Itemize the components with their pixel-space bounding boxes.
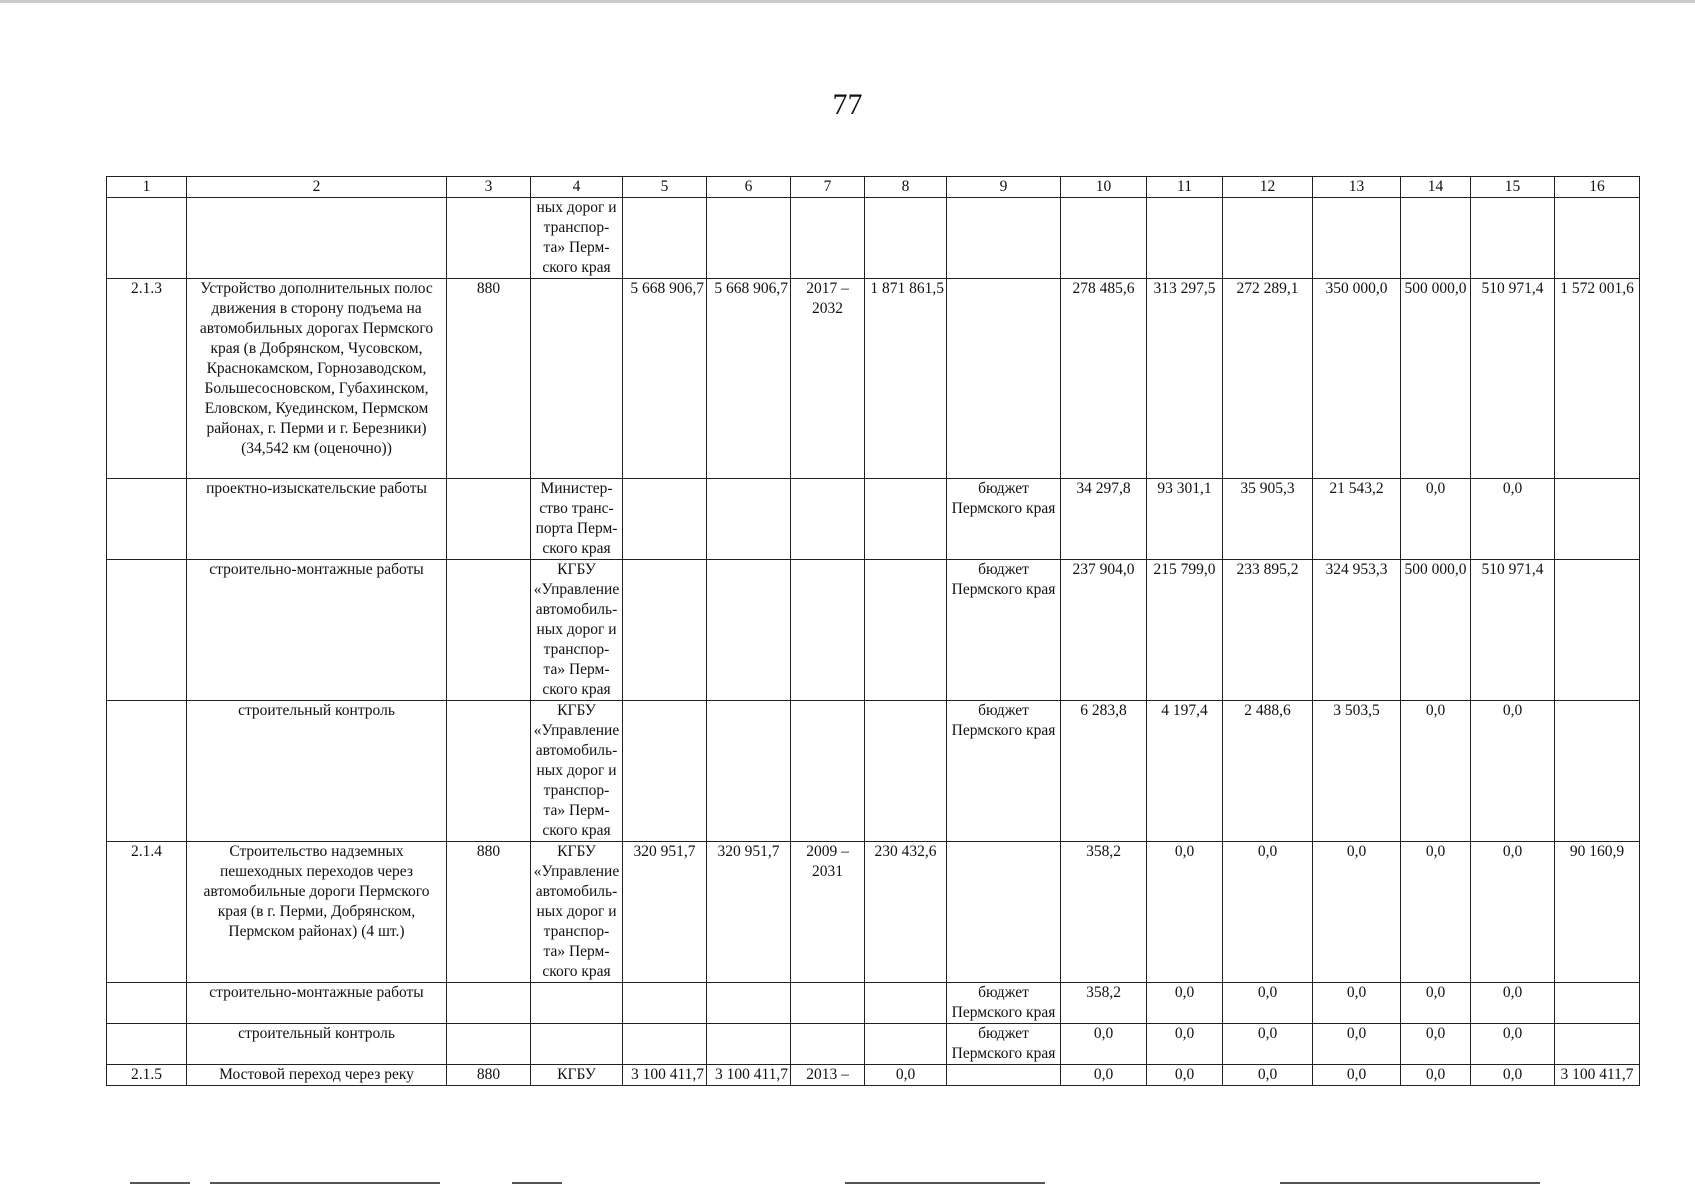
cell: 320 951,7 bbox=[623, 842, 707, 983]
cell: 34 297,8 bbox=[1061, 479, 1147, 560]
cell-period bbox=[791, 983, 865, 1024]
cell-executor: КГБУ «Управление автомобиль-ных дорог и транспор-та» Перм-ского края bbox=[531, 701, 623, 842]
cell bbox=[1061, 198, 1147, 279]
cell: 4 197,4 bbox=[1147, 701, 1223, 842]
cell-period: 2013 – bbox=[791, 1065, 865, 1086]
cell bbox=[1555, 198, 1640, 279]
table-row bbox=[107, 1065, 1640, 1086]
cell-name: строительный контроль bbox=[187, 1024, 447, 1065]
col-header: 1 bbox=[107, 177, 187, 198]
cell: 3 503,5 bbox=[1313, 701, 1401, 842]
cell: 0,0 bbox=[1313, 1065, 1401, 1086]
cell bbox=[623, 560, 707, 701]
cell: 272 289,1 bbox=[1223, 279, 1313, 479]
cell-num: 2.1.3 bbox=[107, 279, 187, 479]
col-header: 2 bbox=[187, 177, 447, 198]
cell-executor: КГБУ bbox=[531, 1065, 623, 1086]
cell: 0,0 bbox=[1061, 1065, 1147, 1086]
table-row bbox=[107, 279, 1640, 479]
cell-code: 880 bbox=[447, 279, 531, 479]
cell: 0,0 bbox=[1313, 1024, 1401, 1065]
cell: 1 572 001,6 bbox=[1555, 279, 1640, 479]
table-row bbox=[107, 1024, 1640, 1065]
cell bbox=[623, 479, 707, 560]
cell: 0,0 bbox=[1147, 983, 1223, 1024]
cell: 0,0 bbox=[1471, 479, 1555, 560]
cell: 5 668 906,7 bbox=[623, 279, 707, 479]
budget-table bbox=[106, 176, 1640, 1086]
cell: 278 485,6 bbox=[1061, 279, 1147, 479]
cell bbox=[865, 198, 947, 279]
cell-period bbox=[791, 701, 865, 842]
cell: 510 971,4 bbox=[1471, 560, 1555, 701]
cell bbox=[1401, 198, 1471, 279]
cell bbox=[623, 701, 707, 842]
cell: 2 488,6 bbox=[1223, 701, 1313, 842]
cell-executor bbox=[531, 1024, 623, 1065]
cell: 0,0 bbox=[1401, 1024, 1471, 1065]
cell bbox=[791, 198, 865, 279]
cell bbox=[947, 198, 1061, 279]
col-header: 6 bbox=[707, 177, 791, 198]
cell: 237 904,0 bbox=[1061, 560, 1147, 701]
footer-rule bbox=[1280, 1182, 1540, 1184]
table-row bbox=[107, 479, 1640, 560]
cell-num bbox=[107, 560, 187, 701]
cell-num bbox=[107, 479, 187, 560]
col-header: 9 bbox=[947, 177, 1061, 198]
cell: 35 905,3 bbox=[1223, 479, 1313, 560]
cell-name: строительно-монтажные работы bbox=[187, 560, 447, 701]
footer-rule bbox=[845, 1182, 1045, 1184]
cell: 215 799,0 bbox=[1147, 560, 1223, 701]
cell: 0,0 bbox=[1223, 842, 1313, 983]
cell bbox=[865, 560, 947, 701]
page-number: 77 bbox=[832, 88, 863, 121]
cell: 0,0 bbox=[1223, 983, 1313, 1024]
table-row bbox=[107, 560, 1640, 701]
cell: 233 895,2 bbox=[1223, 560, 1313, 701]
cell: 0,0 bbox=[1471, 1065, 1555, 1086]
cell: 510 971,4 bbox=[1471, 279, 1555, 479]
col-header: 8 bbox=[865, 177, 947, 198]
cell-num bbox=[107, 1024, 187, 1065]
cell-source bbox=[947, 279, 1061, 479]
cell-name: Строительство надземных пешеходных переходов через автомобильные дороги Пермского края (в г. Перми, Добрянском, Пермском районах) (4 шт.) bbox=[187, 842, 447, 983]
cell bbox=[865, 701, 947, 842]
cell-code: 880 bbox=[447, 842, 531, 983]
cell-period bbox=[791, 560, 865, 701]
cell bbox=[1147, 198, 1223, 279]
cell-code bbox=[447, 1024, 531, 1065]
cell bbox=[707, 701, 791, 842]
cell: 0,0 bbox=[1401, 1065, 1471, 1086]
table-row bbox=[107, 842, 1640, 983]
cell: 3 100 411,7 bbox=[623, 1065, 707, 1086]
cell-num bbox=[107, 198, 187, 279]
cell-num bbox=[107, 983, 187, 1024]
cell bbox=[1555, 560, 1640, 701]
cell: 500 000,0 bbox=[1401, 279, 1471, 479]
cell-source: бюджет Пермского края bbox=[947, 479, 1061, 560]
cell-name: Мостовой переход через реку bbox=[187, 1065, 447, 1086]
scan-edge bbox=[0, 0, 1695, 3]
col-header: 15 bbox=[1471, 177, 1555, 198]
cell: 0,0 bbox=[1061, 1024, 1147, 1065]
cell-executor: КГБУ «Управление автомобиль-ных дорог и транспор-та» Перм-ского края bbox=[531, 842, 623, 983]
cell: 313 297,5 bbox=[1147, 279, 1223, 479]
cell: 1 871 861,5 bbox=[865, 279, 947, 479]
cell-period bbox=[791, 479, 865, 560]
footer-rule bbox=[210, 1182, 440, 1184]
cell bbox=[707, 983, 791, 1024]
cell: 0,0 bbox=[1401, 479, 1471, 560]
cell: 0,0 bbox=[1147, 1065, 1223, 1086]
cell bbox=[623, 1024, 707, 1065]
cell: 0,0 bbox=[1471, 701, 1555, 842]
cell-source: бюджет Пермского края bbox=[947, 1024, 1061, 1065]
cell-period bbox=[791, 1024, 865, 1065]
cell: 324 953,3 bbox=[1313, 560, 1401, 701]
cell bbox=[1313, 198, 1401, 279]
cell: 5 668 906,7 bbox=[707, 279, 791, 479]
cell: 0,0 bbox=[1147, 842, 1223, 983]
cell: 0,0 bbox=[1313, 842, 1401, 983]
cell: 0,0 bbox=[865, 1065, 947, 1086]
cell-source bbox=[947, 1065, 1061, 1086]
cell bbox=[865, 1024, 947, 1065]
cell-name: Устройство дополнительных полос движения в сторону подъема на автомобильных дорогах Пермского края (в Добрянском, Чусовском, Краснокамском, Горнозаводском, Большесосновском, Губахинском, Еловском, Куединском, Пермском районах, г. Перми и г. Березники) (34,542 км (оценочно)) bbox=[187, 279, 447, 479]
cell-source: бюджет Пермского края bbox=[947, 983, 1061, 1024]
cell bbox=[865, 983, 947, 1024]
cell-executor bbox=[531, 279, 623, 479]
cell-executor bbox=[531, 983, 623, 1024]
cell bbox=[707, 198, 791, 279]
cell-source: бюджет Пермского края bbox=[947, 560, 1061, 701]
cell-source: бюджет Пермского края bbox=[947, 701, 1061, 842]
cell bbox=[1555, 479, 1640, 560]
cell bbox=[707, 560, 791, 701]
cell bbox=[1223, 198, 1313, 279]
cell-code bbox=[447, 198, 531, 279]
cell bbox=[707, 479, 791, 560]
cell: 6 283,8 bbox=[1061, 701, 1147, 842]
cell: 230 432,6 bbox=[865, 842, 947, 983]
cell-num: 2.1.5 bbox=[107, 1065, 187, 1086]
cell bbox=[865, 479, 947, 560]
cell: 0,0 bbox=[1401, 983, 1471, 1024]
cell: 3 100 411,7 bbox=[707, 1065, 791, 1086]
cell-source bbox=[947, 842, 1061, 983]
cell-name: проектно-изыскательские работы bbox=[187, 479, 447, 560]
cell: 350 000,0 bbox=[1313, 279, 1401, 479]
cell: 0,0 bbox=[1401, 701, 1471, 842]
table-row bbox=[107, 701, 1640, 842]
table-row bbox=[107, 198, 1640, 279]
col-header: 4 bbox=[531, 177, 623, 198]
cell: 21 543,2 bbox=[1313, 479, 1401, 560]
cell: 0,0 bbox=[1313, 983, 1401, 1024]
col-header: 13 bbox=[1313, 177, 1401, 198]
cell-executor: КГБУ «Управление автомобиль-ных дорог и транспор-та» Перм-ского края bbox=[531, 560, 623, 701]
cell: 500 000,0 bbox=[1401, 560, 1471, 701]
cell-name: строительно-монтажные работы bbox=[187, 983, 447, 1024]
cell bbox=[1555, 1024, 1640, 1065]
cell bbox=[1555, 983, 1640, 1024]
cell bbox=[623, 983, 707, 1024]
cell-name: строительный контроль bbox=[187, 701, 447, 842]
cell-executor: Министер-ство транс-порта Перм-ского края bbox=[531, 479, 623, 560]
cell-executor: ных дорог и транспор-та» Перм-ского края bbox=[531, 198, 623, 279]
cell bbox=[1471, 198, 1555, 279]
table-row bbox=[107, 983, 1640, 1024]
cell: 93 301,1 bbox=[1147, 479, 1223, 560]
column-number-row bbox=[107, 177, 1640, 198]
col-header: 5 bbox=[623, 177, 707, 198]
cell bbox=[707, 1024, 791, 1065]
cell: 0,0 bbox=[1401, 842, 1471, 983]
cell-period: 2009 – 2031 bbox=[791, 842, 865, 983]
col-header: 16 bbox=[1555, 177, 1640, 198]
footer-rule bbox=[130, 1182, 190, 1184]
col-header: 10 bbox=[1061, 177, 1147, 198]
cell-period: 2017 – 2032 bbox=[791, 279, 865, 479]
cell: 3 100 411,7 bbox=[1555, 1065, 1640, 1086]
cell: 0,0 bbox=[1147, 1024, 1223, 1065]
cell: 320 951,7 bbox=[707, 842, 791, 983]
cell-code bbox=[447, 560, 531, 701]
cell-code: 880 bbox=[447, 1065, 531, 1086]
cell: 0,0 bbox=[1223, 1024, 1313, 1065]
cell: 0,0 bbox=[1223, 1065, 1313, 1086]
cell: 0,0 bbox=[1471, 983, 1555, 1024]
cell-num: 2.1.4 bbox=[107, 842, 187, 983]
col-header: 7 bbox=[791, 177, 865, 198]
cell: 0,0 bbox=[1471, 842, 1555, 983]
cell: 358,2 bbox=[1061, 842, 1147, 983]
col-header: 3 bbox=[447, 177, 531, 198]
cell-name bbox=[187, 198, 447, 279]
col-header: 14 bbox=[1401, 177, 1471, 198]
cell-code bbox=[447, 983, 531, 1024]
col-header: 12 bbox=[1223, 177, 1313, 198]
cell bbox=[623, 198, 707, 279]
cell: 358,2 bbox=[1061, 983, 1147, 1024]
cell: 90 160,9 bbox=[1555, 842, 1640, 983]
cell-num bbox=[107, 701, 187, 842]
cell bbox=[1555, 701, 1640, 842]
cell: 0,0 bbox=[1471, 1024, 1555, 1065]
col-header: 11 bbox=[1147, 177, 1223, 198]
cell-code bbox=[447, 479, 531, 560]
footer-rule bbox=[512, 1182, 562, 1184]
cell-code bbox=[447, 701, 531, 842]
